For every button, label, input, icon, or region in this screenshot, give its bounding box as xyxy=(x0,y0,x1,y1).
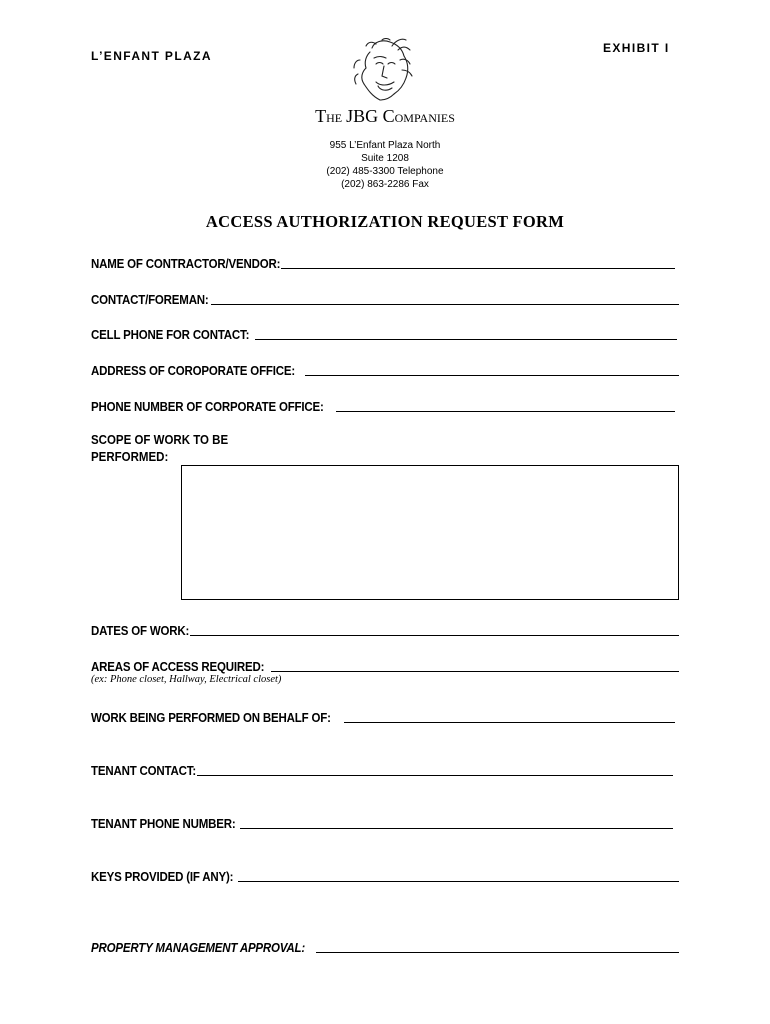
cell-phone-line[interactable] xyxy=(255,338,677,340)
exhibit-label: EXHIBIT I xyxy=(603,41,670,55)
corporate-phone-label: PHONE NUMBER OF CORPORATE OFFICE: xyxy=(91,400,324,414)
behalf-line[interactable] xyxy=(344,721,675,723)
corporate-phone-field[interactable] xyxy=(91,396,675,414)
property-name: L’ENFANT PLAZA xyxy=(91,49,212,63)
behalf-field[interactable] xyxy=(91,707,675,725)
tenant-phone-field[interactable] xyxy=(91,813,673,831)
scope-label: SCOPE OF WORK TO BE PERFORMED: xyxy=(91,433,229,464)
dates-line[interactable] xyxy=(190,634,679,636)
approval-line[interactable] xyxy=(316,951,679,953)
approval-label: PROPERTY MANAGEMENT APPROVAL: xyxy=(91,941,306,955)
corporate-phone-line[interactable] xyxy=(336,410,675,412)
approval-field[interactable] xyxy=(91,937,679,955)
behalf-label: WORK BEING PERFORMED ON BEHALF OF: xyxy=(91,711,331,725)
tenant-phone-line[interactable] xyxy=(240,827,673,829)
company-name: THE JBG COMPANIES xyxy=(315,106,455,126)
cell-phone-field[interactable] xyxy=(91,324,677,342)
address-fax: (202) 863-2286 Fax xyxy=(341,179,429,190)
corporate-address-label: ADDRESS OF COROPORATE OFFICE: xyxy=(91,364,296,378)
scope-of-work-box[interactable] xyxy=(181,465,679,600)
dates-label: DATES OF WORK: xyxy=(91,624,190,638)
tenant-contact-label: TENANT CONTACT: xyxy=(91,764,196,778)
address-suite: Suite 1208 xyxy=(361,153,409,164)
contractor-field[interactable] xyxy=(91,253,675,271)
tenant-contact-line[interactable] xyxy=(197,774,673,776)
contact-line[interactable] xyxy=(211,303,679,305)
address-line: 955 L’Enfant Plaza North xyxy=(329,140,441,151)
areas-line[interactable] xyxy=(271,670,679,672)
lion-head-icon xyxy=(352,38,414,104)
keys-line[interactable] xyxy=(238,880,679,882)
contact-label: CONTACT/FOREMAN: xyxy=(91,293,209,307)
keys-label: KEYS PROVIDED (IF ANY): xyxy=(91,870,234,884)
areas-field[interactable] xyxy=(91,656,679,674)
corporate-address-line[interactable] xyxy=(305,374,679,376)
dates-field[interactable] xyxy=(91,620,679,638)
form-title: ACCESS AUTHORIZATION REQUEST FORM xyxy=(205,212,565,231)
contractor-label: NAME OF CONTRACTOR/VENDOR: xyxy=(91,257,281,271)
cell-phone-label: CELL PHONE FOR CONTACT: xyxy=(91,328,250,342)
address-telephone: (202) 485-3300 Telephone xyxy=(326,166,444,177)
tenant-phone-label: TENANT PHONE NUMBER: xyxy=(91,817,236,831)
tenant-contact-field[interactable] xyxy=(91,760,673,778)
contractor-line[interactable] xyxy=(281,267,675,269)
corporate-address-field[interactable] xyxy=(91,360,679,378)
keys-field[interactable] xyxy=(91,866,679,884)
areas-label: AREAS OF ACCESS REQUIRED: xyxy=(91,660,265,674)
areas-hint: (ex: Phone closet, Hallway, Electrical closet) xyxy=(91,674,282,685)
contact-field[interactable] xyxy=(91,289,679,307)
